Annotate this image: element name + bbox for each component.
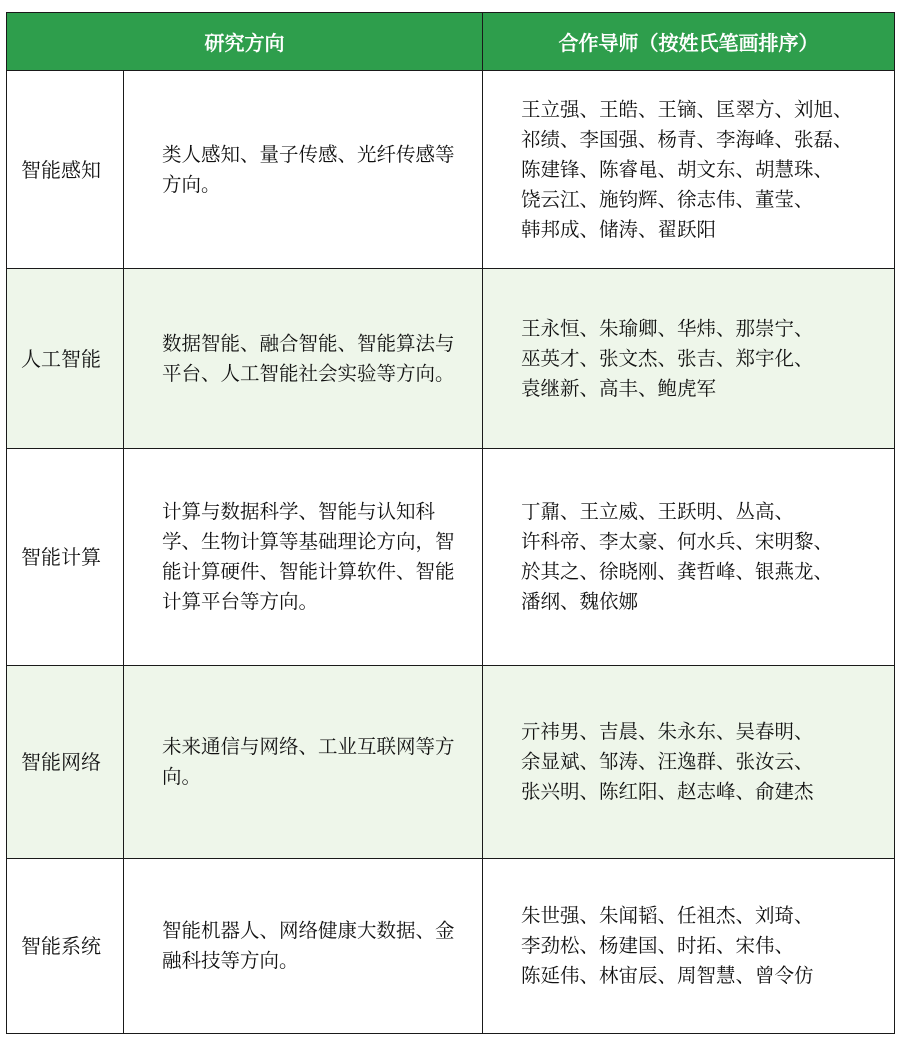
mentor-line: 陈建锋、陈睿黾、胡文东、胡慧珠、 xyxy=(521,157,834,181)
mentor-line: 韩邦成、储涛、翟跃阳 xyxy=(521,217,717,241)
table-row xyxy=(7,269,895,449)
header-mentors: 合作导师（按姓氏笔画排序） xyxy=(483,13,895,71)
mentor-list xyxy=(483,859,895,1034)
research-area: 智能计算 xyxy=(7,449,124,666)
mentor-line: 许科帝、李太豪、何水兵、宋明黎、 xyxy=(521,530,834,553)
mentor-line: 袁继新、高丰、鲍虎军 xyxy=(521,376,717,400)
table-row xyxy=(7,859,895,1034)
mentor-line: 张兴明、陈红阳、赵志峰、俞建杰 xyxy=(521,780,814,803)
table-row xyxy=(7,71,895,269)
mentor-line: 朱世强、朱闻韬、任祖杰、刘琦、 xyxy=(521,904,814,927)
mentor-line: 亓祎男、吉晨、朱永东、吴春明、 xyxy=(521,720,814,743)
mentor-line: 陈延伟、林宙辰、周智慧、曾令仿 xyxy=(521,964,814,987)
table-row xyxy=(7,449,895,666)
mentor-line: 潘纲、魏依娜 xyxy=(521,590,639,613)
mentor-line: 王立强、王皓、王镝、匡翠方、刘旭、 xyxy=(521,97,853,121)
mentor-line: 於其之、徐晓刚、龚哲峰、银燕龙、 xyxy=(521,560,834,583)
research-description: 未来通信与网络、工业互联网等方向。 xyxy=(124,666,483,859)
header-research-direction: 研究方向 xyxy=(7,13,483,71)
research-description: 类人感知、量子传感、光纤传感等方向。 xyxy=(124,71,483,269)
mentor-line: 王永恒、朱瑜卿、华炜、那崇宁、 xyxy=(521,316,814,340)
mentor-line: 丁鼐、王立威、王跃明、丛高、 xyxy=(521,500,795,523)
research-description: 智能机器人、网络健康大数据、金融科技等方向。 xyxy=(124,859,483,1034)
research-description: 数据智能、融合智能、智能算法与平台、人工智能社会实验等方向。 xyxy=(124,269,483,449)
header-row xyxy=(7,13,895,71)
mentor-line: 饶云江、施钧辉、徐志伟、董莹、 xyxy=(521,187,814,211)
mentor-list xyxy=(483,666,895,859)
research-area: 人工智能 xyxy=(7,269,124,449)
mentor-line: 祁绩、李国强、杨青、李海峰、张磊、 xyxy=(521,127,853,151)
research-area: 智能感知 xyxy=(7,71,124,269)
research-directions-table xyxy=(6,12,895,1034)
mentor-list xyxy=(483,71,895,269)
mentor-list xyxy=(483,449,895,666)
mentor-line: 巫英才、张文杰、张吉、郑宇化、 xyxy=(521,346,814,370)
table-row xyxy=(7,666,895,859)
research-area: 智能网络 xyxy=(7,666,124,859)
mentor-list xyxy=(483,269,895,449)
research-description: 计算与数据科学、智能与认知科学、生物计算等基础理论方向，智能计算硬件、智能计算软件、智能计算平台等方向。 xyxy=(124,449,483,666)
mentor-line: 余显斌、邹涛、汪逸群、张汝云、 xyxy=(521,750,814,773)
mentor-line: 李劲松、杨建国、时拓、宋伟、 xyxy=(521,934,795,957)
research-area: 智能系统 xyxy=(7,859,124,1034)
